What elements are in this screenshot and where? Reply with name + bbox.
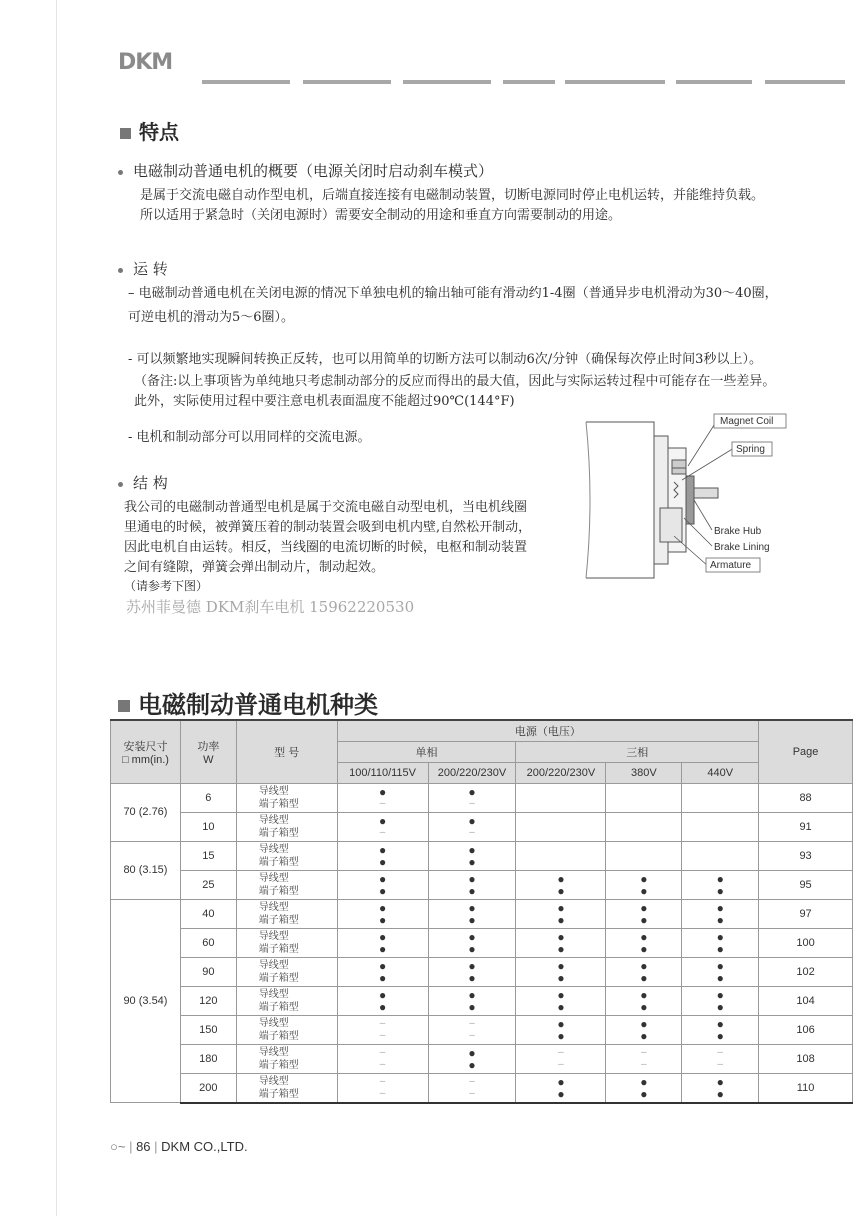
header-voltage-3: 200/220/230V	[516, 762, 606, 783]
terminal-available-dot-icon: ●	[468, 970, 476, 985]
availability-cell	[606, 870, 682, 899]
lead-available-dot-icon: ●	[378, 842, 387, 857]
model-terminal-type: 端子箱型	[258, 827, 299, 839]
model-terminal-type: 端子箱型	[258, 856, 299, 868]
lead-available-dot-icon: ●	[378, 958, 387, 973]
availability-cell	[428, 841, 516, 870]
lead-available-dot-icon: ●	[716, 1016, 724, 1031]
page-cell: 95	[759, 870, 853, 899]
page-number: 86	[136, 1139, 151, 1154]
availability-cell	[428, 1015, 516, 1044]
structure-line: （请参考下图）	[124, 579, 209, 593]
availability-cell	[337, 957, 428, 986]
model-lead-type: 导线型	[258, 785, 289, 797]
header-rule	[765, 80, 845, 84]
terminal-available-dot-icon: ●	[640, 941, 648, 956]
model-cell	[236, 928, 337, 957]
table-row	[111, 1073, 853, 1103]
terminal-available-dot-icon: ●	[468, 883, 476, 898]
lead-available-dot-icon: ●	[640, 871, 648, 886]
terminal-available-dot-icon: ●	[716, 999, 724, 1014]
page-cell: 97	[759, 899, 853, 928]
structure-heading	[118, 472, 168, 493]
lead-available-dot-icon: ●	[716, 871, 724, 886]
lead-available-dot-icon: ●	[468, 784, 476, 799]
structure-line: 我公司的电磁制动普通型电机是属于交流电磁自动型电机，当电机线圈	[124, 500, 528, 515]
types-title-text: 电磁制动普通电机种类	[138, 691, 378, 719]
availability-cell	[606, 841, 682, 870]
operation-line: 此外，实际使用过程中要注意电机表面温度不能超过90℃(144°F)	[134, 394, 515, 409]
terminal-available-dot-icon: ●	[557, 1086, 565, 1101]
terminal-unavailable-dash-icon: –	[469, 1087, 475, 1099]
power-cell: 10	[180, 812, 236, 841]
lead-unavailable-dash-icon: –	[469, 1017, 475, 1029]
model-cell	[236, 1044, 337, 1073]
availability-cell	[682, 1073, 759, 1103]
terminal-unavailable-dash-icon: –	[379, 1058, 386, 1070]
availability-cell	[337, 841, 428, 870]
brand-logo: DKM	[118, 50, 173, 75]
header-size-unit: □ mm(in.)	[121, 753, 169, 766]
model-cell	[236, 812, 337, 841]
model-lead-type: 导线型	[258, 1075, 289, 1087]
availability-cell	[428, 870, 516, 899]
structure-line: 之间有缝隙，弹簧会弹出制动片，制动起效。	[124, 560, 385, 575]
table-row	[111, 986, 853, 1015]
availability-cell	[516, 899, 606, 928]
lead-available-dot-icon: ●	[640, 987, 648, 1002]
lead-available-dot-icon: ●	[378, 871, 387, 886]
terminal-available-dot-icon: ●	[468, 941, 476, 956]
availability-cell	[516, 928, 606, 957]
operation-heading-text: 运 转	[133, 260, 168, 278]
availability-cell	[682, 1015, 759, 1044]
availability-cell	[516, 841, 606, 870]
terminal-available-dot-icon: ●	[640, 999, 648, 1014]
overview-heading	[118, 160, 493, 181]
header-power	[180, 720, 236, 783]
header-single-phase: 单相	[337, 741, 516, 762]
availability-cell	[682, 841, 759, 870]
availability-cell	[428, 957, 516, 986]
availability-cell	[337, 1044, 428, 1073]
lead-available-dot-icon: ●	[716, 1074, 724, 1089]
terminal-unavailable-dash-icon: –	[558, 1058, 564, 1070]
header-page: Page	[759, 720, 853, 783]
label-magnet-coil: Magnet Coil	[720, 416, 774, 427]
section-square-icon	[120, 128, 131, 139]
header-source: 电源（电压）	[337, 720, 759, 741]
lead-available-dot-icon: ●	[716, 900, 724, 915]
header-voltage-4: 380V	[606, 762, 682, 783]
lead-available-dot-icon: ●	[378, 987, 387, 1002]
overview-line: 是属于交流电磁自动作型电机，后端直接连接有电磁制动装置，切断电源同时停止电机运转，并能维持负载。	[140, 188, 765, 203]
availability-cell	[337, 1015, 428, 1044]
availability-cell	[682, 812, 759, 841]
page-cell: 106	[759, 1015, 853, 1044]
terminal-available-dot-icon: ●	[640, 1028, 648, 1043]
model-lead-type: 导线型	[258, 959, 289, 971]
terminal-available-dot-icon: ●	[557, 941, 565, 956]
lead-unavailable-dash-icon: –	[469, 1075, 475, 1087]
model-cell	[236, 841, 337, 870]
availability-cell	[337, 899, 428, 928]
watermark-text: 苏州菲曼德 DKM刹车电机 15962220530	[126, 598, 415, 616]
availability-cell	[337, 986, 428, 1015]
availability-cell	[682, 928, 759, 957]
header-power-unit: W	[203, 753, 214, 766]
size-cell: 90 (3.54)	[111, 899, 181, 1103]
model-cell	[236, 1073, 337, 1103]
availability-cell	[606, 812, 682, 841]
model-terminal-type: 端子箱型	[258, 1001, 299, 1013]
model-terminal-type: 端子箱型	[258, 1030, 299, 1042]
features-title-text: 特点	[139, 120, 179, 144]
header-three-phase: 三相	[516, 741, 759, 762]
terminal-available-dot-icon: ●	[716, 912, 724, 927]
features-title	[120, 116, 179, 145]
label-armature: Armature	[710, 560, 752, 571]
terminal-available-dot-icon: ●	[378, 883, 387, 898]
lead-available-dot-icon: ●	[378, 813, 387, 828]
terminal-available-dot-icon: ●	[378, 912, 387, 927]
footer-separator: |	[129, 1139, 137, 1154]
terminal-available-dot-icon: ●	[378, 970, 387, 985]
bullet-icon	[118, 482, 123, 487]
availability-cell	[516, 957, 606, 986]
page-footer	[110, 1139, 248, 1154]
header-model: 型 号	[236, 720, 337, 783]
availability-cell	[428, 783, 516, 812]
lead-available-dot-icon: ●	[468, 871, 476, 886]
model-terminal-type: 端子箱型	[258, 1059, 299, 1071]
header-voltage-2: 200/220/230V	[428, 762, 516, 783]
availability-cell	[682, 1044, 759, 1073]
terminal-unavailable-dash-icon: –	[469, 1029, 475, 1041]
table-row	[111, 957, 853, 986]
terminal-unavailable-dash-icon: –	[717, 1058, 723, 1070]
page-cell: 91	[759, 812, 853, 841]
availability-cell	[428, 986, 516, 1015]
header-size	[111, 720, 181, 783]
terminal-available-dot-icon: ●	[716, 941, 724, 956]
operation-line: （备注:以上事项皆为单纯地只考虑制动部分的反应而得出的最大值，因此与实际运转过程中可能存在一些差异。	[134, 374, 776, 389]
lead-available-dot-icon: ●	[716, 929, 724, 944]
lead-available-dot-icon: ●	[640, 1016, 648, 1031]
lead-unavailable-dash-icon: –	[379, 1075, 386, 1087]
terminal-available-dot-icon: ●	[468, 999, 476, 1014]
lead-available-dot-icon: ●	[716, 987, 724, 1002]
lead-available-dot-icon: ●	[468, 987, 476, 1002]
lead-available-dot-icon: ●	[378, 784, 387, 799]
terminal-unavailable-dash-icon: –	[379, 1029, 386, 1041]
page-cell: 93	[759, 841, 853, 870]
availability-cell	[682, 783, 759, 812]
availability-cell	[606, 1015, 682, 1044]
terminal-available-dot-icon: ●	[640, 883, 648, 898]
model-cell	[236, 1015, 337, 1044]
page-edge	[56, 0, 57, 1216]
model-lead-type: 导线型	[258, 930, 289, 942]
company-name: DKM CO.,LTD.	[161, 1139, 248, 1154]
availability-cell	[428, 928, 516, 957]
power-cell: 40	[180, 899, 236, 928]
terminal-unavailable-dash-icon: –	[379, 826, 386, 838]
page-cell: 100	[759, 928, 853, 957]
structure-line: 因此电机自由运转。相反，当线圈的电流切断的时候，电枢和制动装置	[124, 540, 528, 555]
lead-available-dot-icon: ●	[716, 958, 724, 973]
lead-available-dot-icon: ●	[557, 958, 565, 973]
label-brake-lining: Brake Lining	[714, 542, 770, 553]
availability-cell	[516, 870, 606, 899]
lead-available-dot-icon: ●	[468, 900, 476, 915]
model-lead-type: 导线型	[258, 988, 289, 1000]
model-terminal-type: 端子箱型	[258, 798, 299, 810]
terminal-available-dot-icon: ●	[557, 912, 565, 927]
table-row	[111, 870, 853, 899]
model-lead-type: 导线型	[258, 1017, 289, 1029]
model-lead-type: 导线型	[258, 843, 289, 855]
table-row	[111, 928, 853, 957]
terminal-available-dot-icon: ●	[640, 970, 648, 985]
lead-available-dot-icon: ●	[640, 900, 648, 915]
availability-cell	[682, 870, 759, 899]
availability-cell	[337, 870, 428, 899]
model-lead-type: 导线型	[258, 814, 289, 826]
lead-available-dot-icon: ●	[640, 929, 648, 944]
motor-types-table	[110, 719, 853, 1104]
model-cell	[236, 783, 337, 812]
header-rule	[503, 80, 555, 84]
bullet-icon	[118, 170, 123, 175]
bullet-icon	[118, 268, 123, 273]
lead-unavailable-dash-icon: –	[558, 1046, 564, 1058]
table-row	[111, 841, 853, 870]
lead-available-dot-icon: ●	[557, 987, 565, 1002]
terminal-available-dot-icon: ●	[468, 912, 476, 927]
label-brake-hub: Brake Hub	[714, 526, 762, 537]
header-rule	[202, 80, 290, 84]
header-rule	[303, 80, 391, 84]
lead-available-dot-icon: ●	[468, 842, 476, 857]
availability-cell	[428, 899, 516, 928]
availability-cell	[516, 812, 606, 841]
label-spring: Spring	[736, 444, 765, 455]
availability-cell	[428, 812, 516, 841]
lead-unavailable-dash-icon: –	[641, 1046, 647, 1058]
availability-cell	[606, 1044, 682, 1073]
table-row	[111, 783, 853, 812]
header-size-text: 安装尺寸	[123, 740, 168, 753]
header-rule	[676, 80, 752, 84]
lead-available-dot-icon: ●	[468, 929, 476, 944]
availability-cell	[428, 1073, 516, 1103]
availability-cell	[606, 957, 682, 986]
availability-cell	[606, 928, 682, 957]
lead-available-dot-icon: ●	[468, 1045, 476, 1060]
model-lead-type: 导线型	[258, 901, 289, 913]
table-row	[111, 1044, 853, 1073]
availability-cell	[337, 928, 428, 957]
terminal-available-dot-icon: ●	[716, 883, 724, 898]
terminal-available-dot-icon: ●	[557, 970, 565, 985]
terminal-available-dot-icon: ●	[557, 999, 565, 1014]
overview-line: 所以适用于紧急时（关闭电源时）需要安全制动的用途和垂直方向需要制动的用途。	[140, 208, 622, 223]
availability-cell	[516, 783, 606, 812]
availability-cell	[516, 986, 606, 1015]
availability-cell	[428, 1044, 516, 1073]
table-body	[111, 783, 853, 1103]
availability-cell	[606, 1073, 682, 1103]
brake-diagram	[584, 408, 794, 586]
terminal-available-dot-icon: ●	[468, 854, 476, 869]
power-cell: 120	[180, 986, 236, 1015]
operation-line: - 电机和制动部分可以用同样的交流电源。	[128, 430, 371, 445]
power-cell: 15	[180, 841, 236, 870]
header-rule	[403, 80, 491, 84]
model-terminal-type: 端子箱型	[258, 1088, 299, 1100]
availability-cell	[606, 783, 682, 812]
availability-cell	[606, 899, 682, 928]
structure-heading-text: 结 构	[133, 474, 168, 492]
terminal-available-dot-icon: ●	[640, 1086, 648, 1101]
header-voltage-1: 100/110/115V	[337, 762, 428, 783]
availability-cell	[682, 899, 759, 928]
operation-heading	[118, 258, 168, 279]
terminal-available-dot-icon: ●	[716, 970, 724, 985]
model-cell	[236, 957, 337, 986]
size-cell: 70 (2.76)	[111, 783, 181, 841]
section-square-icon	[118, 700, 130, 712]
terminal-available-dot-icon: ●	[640, 912, 648, 927]
page-cell: 110	[759, 1073, 853, 1103]
header-rule	[565, 80, 665, 84]
operation-line: – 电磁制动普通电机在关闭电源的情况下单独电机的输出轴可能有滑动约1-4圈（普通异步电机滑动为30～40圈，	[128, 286, 778, 301]
availability-cell	[337, 812, 428, 841]
lead-available-dot-icon: ●	[378, 929, 387, 944]
model-terminal-type: 端子箱型	[258, 914, 299, 926]
lead-available-dot-icon: ●	[640, 958, 648, 973]
availability-cell	[337, 1073, 428, 1103]
page-cell: 88	[759, 783, 853, 812]
lead-available-dot-icon: ●	[468, 958, 476, 973]
terminal-unavailable-dash-icon: –	[469, 826, 475, 838]
model-cell	[236, 986, 337, 1015]
table-row	[111, 812, 853, 841]
power-cell: 180	[180, 1044, 236, 1073]
lead-available-dot-icon: ●	[468, 813, 476, 828]
power-cell: 150	[180, 1015, 236, 1044]
power-cell: 200	[180, 1073, 236, 1103]
terminal-available-dot-icon: ●	[378, 854, 387, 869]
terminal-available-dot-icon: ●	[716, 1086, 724, 1101]
lead-available-dot-icon: ●	[378, 900, 387, 915]
page-cell: 108	[759, 1044, 853, 1073]
power-cell: 25	[180, 870, 236, 899]
power-cell: 6	[180, 783, 236, 812]
lead-unavailable-dash-icon: –	[379, 1046, 386, 1058]
header-power-text: 功率	[197, 740, 220, 753]
terminal-available-dot-icon: ●	[716, 1028, 724, 1043]
power-cell: 60	[180, 928, 236, 957]
model-cell	[236, 870, 337, 899]
terminal-available-dot-icon: ●	[378, 999, 387, 1014]
lead-available-dot-icon: ●	[557, 1016, 565, 1031]
model-terminal-type: 端子箱型	[258, 972, 299, 984]
availability-cell	[337, 783, 428, 812]
size-cell: 80 (3.15)	[111, 841, 181, 899]
lead-available-dot-icon: ●	[557, 900, 565, 915]
lead-available-dot-icon: ●	[557, 929, 565, 944]
model-lead-type: 导线型	[258, 1046, 289, 1058]
model-terminal-type: 端子箱型	[258, 885, 299, 897]
model-cell	[236, 899, 337, 928]
footer-logo-icon: ○~	[110, 1139, 126, 1154]
page-cell: 104	[759, 986, 853, 1015]
terminal-available-dot-icon: ●	[557, 883, 565, 898]
model-terminal-type: 端子箱型	[258, 943, 299, 955]
terminal-unavailable-dash-icon: –	[469, 797, 475, 809]
terminal-unavailable-dash-icon: –	[641, 1058, 647, 1070]
availability-cell	[516, 1015, 606, 1044]
table-row	[111, 1015, 853, 1044]
table-row	[111, 899, 853, 928]
terminal-available-dot-icon: ●	[557, 1028, 565, 1043]
types-title	[118, 685, 378, 720]
terminal-available-dot-icon: ●	[468, 1057, 476, 1072]
model-lead-type: 导线型	[258, 872, 289, 884]
power-cell: 90	[180, 957, 236, 986]
availability-cell	[682, 986, 759, 1015]
page-cell: 102	[759, 957, 853, 986]
operation-line: - 可以频繁地实现瞬间转换正反转，也可以用简单的切断方法可以制动6次/分钟（确保每次停止时间3秒以上）。	[128, 352, 762, 367]
lead-available-dot-icon: ●	[640, 1074, 648, 1089]
lead-unavailable-dash-icon: –	[717, 1046, 723, 1058]
header-voltage-5: 440V	[682, 762, 759, 783]
structure-line: 里通电的时候，被弹簧压着的制动装置会吸到电机内壁,自然松开制动，	[124, 520, 532, 535]
terminal-available-dot-icon: ●	[378, 941, 387, 956]
availability-cell	[606, 986, 682, 1015]
lead-available-dot-icon: ●	[557, 1074, 565, 1089]
terminal-unavailable-dash-icon: –	[379, 797, 386, 809]
footer-separator: |	[150, 1139, 162, 1154]
availability-cell	[516, 1073, 606, 1103]
lead-available-dot-icon: ●	[557, 871, 565, 886]
availability-cell	[516, 1044, 606, 1073]
lead-unavailable-dash-icon: –	[379, 1017, 386, 1029]
availability-cell	[682, 957, 759, 986]
operation-line: 可逆电机的滑动为5～6圈）。	[128, 310, 295, 325]
overview-heading-text: 电磁制动普通电机的概要（电源关闭时启动刹车模式）	[133, 162, 494, 180]
terminal-unavailable-dash-icon: –	[379, 1087, 386, 1099]
